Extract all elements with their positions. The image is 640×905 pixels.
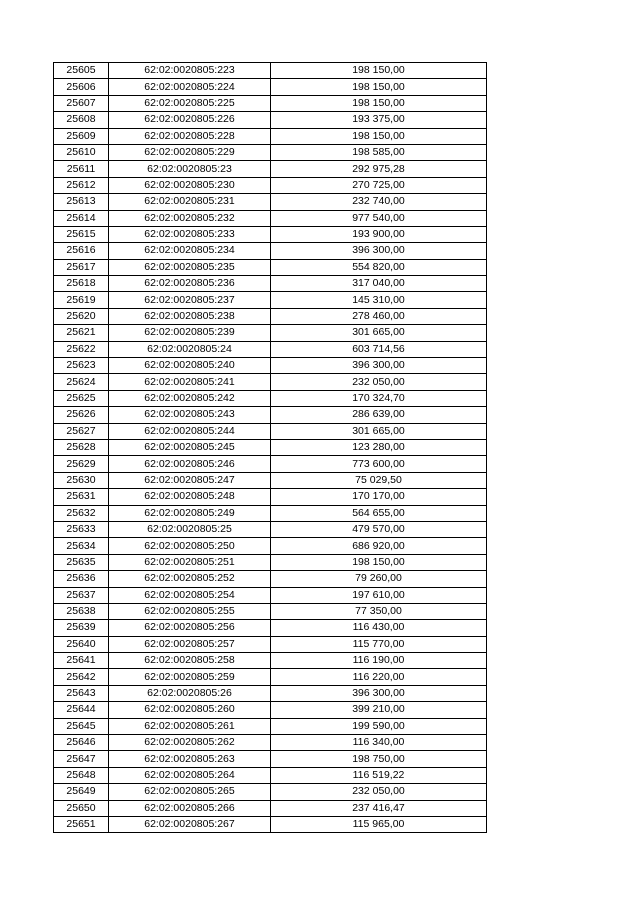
cadastral-value-cell: 116 220,00 [271,669,487,685]
cadastral-value-cell: 554 820,00 [271,259,487,275]
cadastral-value-cell: 301 665,00 [271,423,487,439]
cadastral-number-cell: 62:02:0020805:257 [109,636,271,652]
cadastral-number-cell: 62:02:0020805:252 [109,571,271,587]
cadastral-value-cell: 773 600,00 [271,456,487,472]
cadastral-number-cell: 62:02:0020805:241 [109,374,271,390]
cadastral-value-cell: 479 570,00 [271,521,487,537]
row-number-cell: 25615 [54,226,109,242]
cadastral-number-cell: 62:02:0020805:263 [109,751,271,767]
cadastral-number-cell: 62:02:0020805:231 [109,194,271,210]
cadastral-number-cell: 62:02:0020805:260 [109,702,271,718]
cadastral-value-cell: 396 300,00 [271,358,487,374]
table-row [54,226,487,242]
table-row [54,685,487,701]
row-number-cell: 25627 [54,423,109,439]
cadastral-number-cell: 62:02:0020805:259 [109,669,271,685]
cadastral-value-cell: 317 040,00 [271,276,487,292]
table-row [54,308,487,324]
cadastral-number-cell: 62:02:0020805:245 [109,439,271,455]
row-number-cell: 25612 [54,177,109,193]
row-number-cell: 25643 [54,685,109,701]
table-row [54,407,487,423]
row-number-cell: 25637 [54,587,109,603]
cadastral-number-cell: 62:02:0020805:262 [109,735,271,751]
row-number-cell: 25610 [54,144,109,160]
cadastral-value-cell: 686 920,00 [271,538,487,554]
table-row [54,620,487,636]
cadastral-value-cell: 198 150,00 [271,79,487,95]
table-row [54,79,487,95]
cadastral-number-cell: 62:02:0020805:238 [109,308,271,324]
cadastral-number-cell: 62:02:0020805:240 [109,358,271,374]
row-number-cell: 25641 [54,653,109,669]
cadastral-value-cell: 197 610,00 [271,587,487,603]
row-number-cell: 25619 [54,292,109,308]
cadastral-value-cell: 232 050,00 [271,784,487,800]
cadastral-number-cell: 62:02:0020805:239 [109,325,271,341]
row-number-cell: 25608 [54,112,109,128]
row-number-cell: 25613 [54,194,109,210]
cadastral-value-cell: 116 340,00 [271,735,487,751]
table-row [54,194,487,210]
row-number-cell: 25646 [54,735,109,751]
cadastral-number-cell: 62:02:0020805:265 [109,784,271,800]
row-number-cell: 25631 [54,489,109,505]
cadastral-value-cell: 396 300,00 [271,243,487,259]
table-row [54,390,487,406]
table-row [54,702,487,718]
row-number-cell: 25651 [54,816,109,832]
row-number-cell: 25614 [54,210,109,226]
cadastral-value-cell: 237 416,47 [271,800,487,816]
row-number-cell: 25650 [54,800,109,816]
table-row [54,276,487,292]
row-number-cell: 25638 [54,603,109,619]
cadastral-number-cell: 62:02:0020805:235 [109,259,271,275]
row-number-cell: 25628 [54,439,109,455]
table-row [54,521,487,537]
cadastral-value-cell: 116 519,22 [271,767,487,783]
table-row [54,259,487,275]
row-number-cell: 25632 [54,505,109,521]
cadastral-number-cell: 62:02:0020805:233 [109,226,271,242]
cadastral-number-cell: 62:02:0020805:246 [109,456,271,472]
cadastral-value-cell: 116 430,00 [271,620,487,636]
row-number-cell: 25616 [54,243,109,259]
cadastral-number-cell: 62:02:0020805:24 [109,341,271,357]
row-number-cell: 25611 [54,161,109,177]
cadastral-value-cell: 292 975,28 [271,161,487,177]
table-row [54,325,487,341]
row-number-cell: 25621 [54,325,109,341]
row-number-cell: 25617 [54,259,109,275]
table-row [54,571,487,587]
table-row [54,718,487,734]
cadastral-value-cell: 145 310,00 [271,292,487,308]
table-row [54,63,487,79]
table-row [54,177,487,193]
cadastral-value-cell: 193 900,00 [271,226,487,242]
cadastral-value-cell: 603 714,56 [271,341,487,357]
cadastral-number-cell: 62:02:0020805:256 [109,620,271,636]
row-number-cell: 25620 [54,308,109,324]
cadastral-number-cell: 62:02:0020805:226 [109,112,271,128]
table-row [54,358,487,374]
table-row [54,505,487,521]
cadastral-number-cell: 62:02:0020805:232 [109,210,271,226]
table-row [54,243,487,259]
cadastral-number-cell: 62:02:0020805:223 [109,63,271,79]
cadastral-number-cell: 62:02:0020805:242 [109,390,271,406]
row-number-cell: 25648 [54,767,109,783]
row-number-cell: 25624 [54,374,109,390]
table-row [54,735,487,751]
row-number-cell: 25647 [54,751,109,767]
cadastral-value-cell: 199 590,00 [271,718,487,734]
cadastral-number-cell: 62:02:0020805:264 [109,767,271,783]
cadastral-number-cell: 62:02:0020805:237 [109,292,271,308]
cadastral-number-cell: 62:02:0020805:244 [109,423,271,439]
row-number-cell: 25606 [54,79,109,95]
row-number-cell: 25630 [54,472,109,488]
cadastral-number-cell: 62:02:0020805:254 [109,587,271,603]
cadastral-value-cell: 564 655,00 [271,505,487,521]
cadastral-number-cell: 62:02:0020805:234 [109,243,271,259]
cadastral-number-cell: 62:02:0020805:250 [109,538,271,554]
table-row [54,456,487,472]
row-number-cell: 25618 [54,276,109,292]
cadastral-value-cell: 123 280,00 [271,439,487,455]
cadastral-number-cell: 62:02:0020805:251 [109,554,271,570]
cadastral-number-cell: 62:02:0020805:224 [109,79,271,95]
table-row [54,554,487,570]
cadastral-number-cell: 62:02:0020805:230 [109,177,271,193]
cadastral-number-cell: 62:02:0020805:255 [109,603,271,619]
row-number-cell: 25622 [54,341,109,357]
row-number-cell: 25634 [54,538,109,554]
cadastral-number-cell: 62:02:0020805:267 [109,816,271,832]
cadastral-value-cell: 286 639,00 [271,407,487,423]
table-row [54,341,487,357]
row-number-cell: 25607 [54,95,109,111]
cadastral-number-cell: 62:02:0020805:261 [109,718,271,734]
row-number-cell: 25644 [54,702,109,718]
cadastral-value-cell: 232 740,00 [271,194,487,210]
table-row [54,489,487,505]
table-row [54,128,487,144]
table-row [54,144,487,160]
row-number-cell: 25649 [54,784,109,800]
cadastral-value-cell: 278 460,00 [271,308,487,324]
cadastral-number-cell: 62:02:0020805:26 [109,685,271,701]
cadastral-value-cell: 115 965,00 [271,816,487,832]
table-row [54,653,487,669]
cadastral-number-cell: 62:02:0020805:225 [109,95,271,111]
table-row [54,472,487,488]
row-number-cell: 25626 [54,407,109,423]
cadastral-value-cell: 198 150,00 [271,95,487,111]
cadastral-value-cell: 193 375,00 [271,112,487,128]
cadastral-value-cell: 79 260,00 [271,571,487,587]
table-row [54,603,487,619]
row-number-cell: 25629 [54,456,109,472]
cadastral-number-cell: 62:02:0020805:249 [109,505,271,521]
table-row [54,439,487,455]
cadastral-value-cell: 301 665,00 [271,325,487,341]
row-number-cell: 25642 [54,669,109,685]
cadastral-number-cell: 62:02:0020805:236 [109,276,271,292]
cadastral-value-cell: 198 150,00 [271,128,487,144]
cadastral-number-cell: 62:02:0020805:266 [109,800,271,816]
cadastral-number-cell: 62:02:0020805:23 [109,161,271,177]
cadastral-value-cell: 198 150,00 [271,554,487,570]
table-row [54,784,487,800]
row-number-cell: 25645 [54,718,109,734]
table-row [54,800,487,816]
cadastral-value-cell: 170 324,70 [271,390,487,406]
row-number-cell: 25625 [54,390,109,406]
table-row [54,751,487,767]
cadastral-value-cell: 399 210,00 [271,702,487,718]
table-row [54,423,487,439]
cadastral-number-cell: 62:02:0020805:247 [109,472,271,488]
row-number-cell: 25633 [54,521,109,537]
cadastral-value-cell: 77 350,00 [271,603,487,619]
cadastral-value-cell: 116 190,00 [271,653,487,669]
table-row [54,587,487,603]
row-number-cell: 25640 [54,636,109,652]
cadastral-value-table [53,62,487,833]
row-number-cell: 25636 [54,571,109,587]
cadastral-value-cell: 198 150,00 [271,63,487,79]
cadastral-value-cell: 198 750,00 [271,751,487,767]
row-number-cell: 25635 [54,554,109,570]
cadastral-value-cell: 270 725,00 [271,177,487,193]
table-row [54,669,487,685]
cadastral-number-cell: 62:02:0020805:229 [109,144,271,160]
table-row [54,95,487,111]
cadastral-value-cell: 396 300,00 [271,685,487,701]
cadastral-number-cell: 62:02:0020805:25 [109,521,271,537]
cadastral-value-cell: 75 029,50 [271,472,487,488]
cadastral-number-cell: 62:02:0020805:243 [109,407,271,423]
table-row [54,538,487,554]
cadastral-number-cell: 62:02:0020805:228 [109,128,271,144]
table-body [54,63,487,833]
cadastral-number-cell: 62:02:0020805:248 [109,489,271,505]
table-row [54,816,487,832]
table-row [54,210,487,226]
row-number-cell: 25623 [54,358,109,374]
cadastral-value-cell: 115 770,00 [271,636,487,652]
cadastral-number-cell: 62:02:0020805:258 [109,653,271,669]
table-row [54,374,487,390]
cadastral-value-cell: 170 170,00 [271,489,487,505]
cadastral-value-cell: 232 050,00 [271,374,487,390]
table-row [54,292,487,308]
table-row [54,112,487,128]
table-row [54,767,487,783]
row-number-cell: 25605 [54,63,109,79]
table-row [54,161,487,177]
table-row [54,636,487,652]
cadastral-value-cell: 977 540,00 [271,210,487,226]
row-number-cell: 25639 [54,620,109,636]
cadastral-value-cell: 198 585,00 [271,144,487,160]
row-number-cell: 25609 [54,128,109,144]
